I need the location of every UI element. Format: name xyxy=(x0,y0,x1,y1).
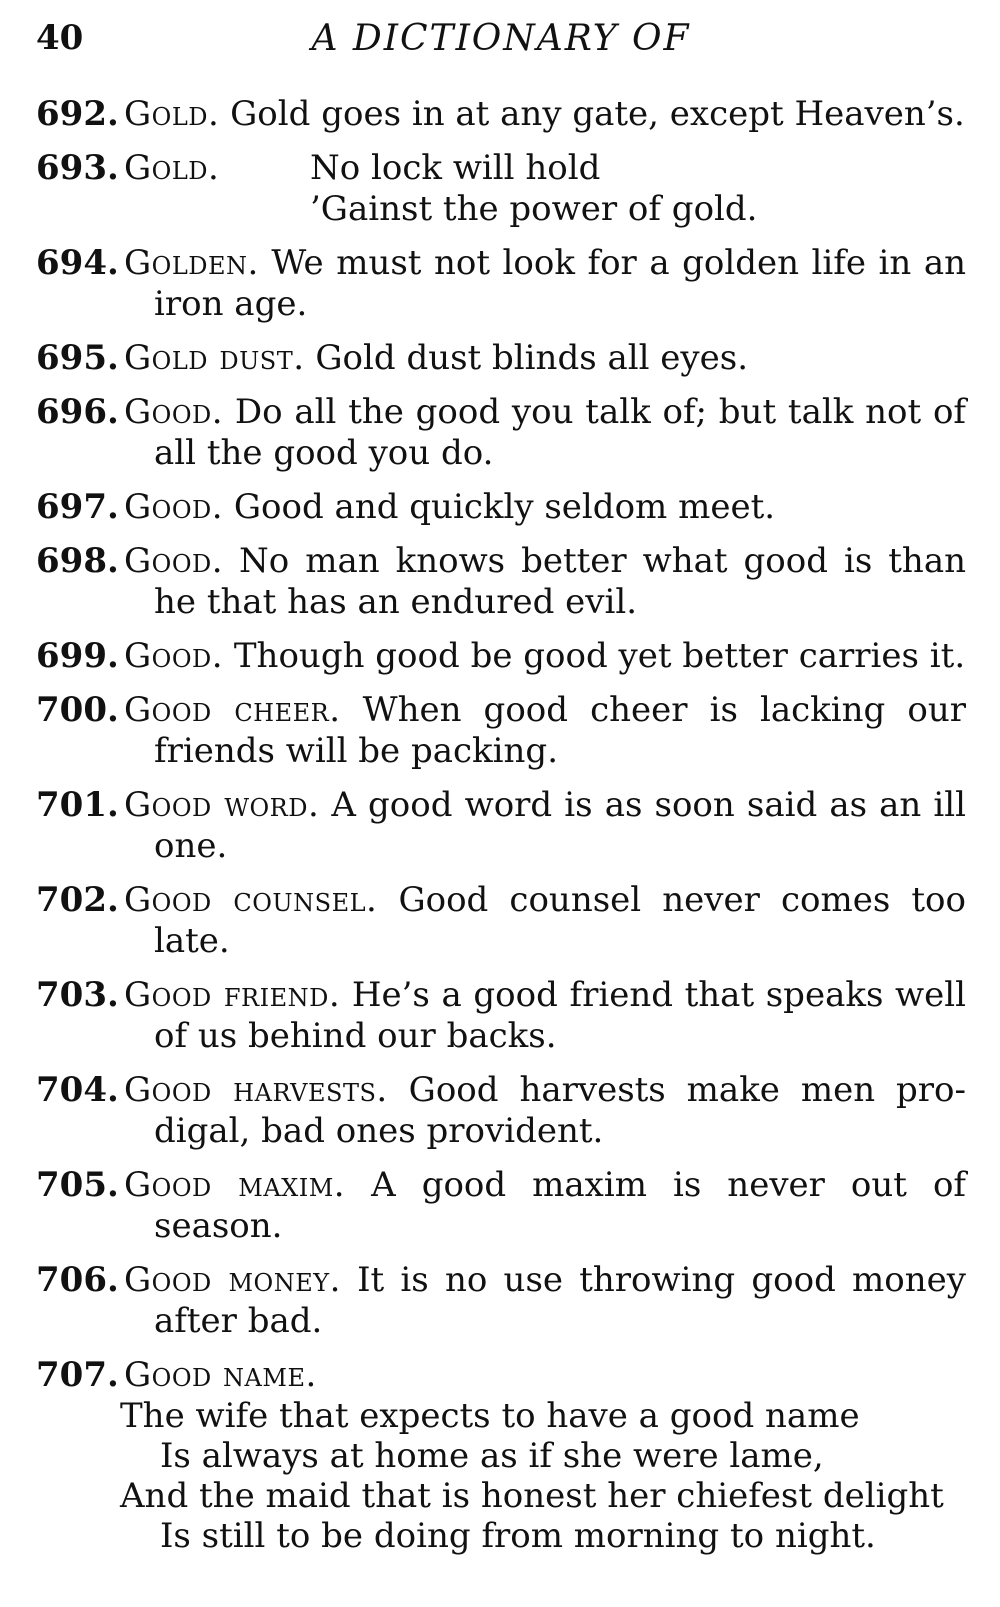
entry-number: 707. xyxy=(36,1355,119,1395)
entry-703 xyxy=(36,975,966,1057)
entry-text: A good word is as soon said as an ill one. xyxy=(154,785,966,866)
entry-headword: Good name. xyxy=(124,1355,317,1395)
entry-705 xyxy=(36,1165,966,1247)
entry-text: Do all the good you talk of; but talk not of all the good you do. xyxy=(154,392,966,473)
entry-699 xyxy=(36,636,966,677)
entry-headword: Good. xyxy=(124,487,224,527)
running-title: A DICTIONARY OF xyxy=(311,18,691,59)
entry-text: Though good be good yet better carries it. xyxy=(233,636,966,676)
entry-number: 693. xyxy=(36,148,119,188)
entry-692 xyxy=(36,94,966,135)
entry-text: Good harvests make men pro-digal, bad ones provident. xyxy=(154,1070,967,1151)
entry-number: 703. xyxy=(36,975,119,1015)
entry-text: Good and quickly seldom meet. xyxy=(233,487,776,527)
entry-text: No man knows better what good is than he that has an endured evil. xyxy=(154,541,966,622)
entry-number: 705. xyxy=(36,1165,119,1205)
entry-headword: Good. xyxy=(124,541,224,581)
entry-701 xyxy=(36,785,966,867)
poem-line: Is always at home as if she were lame, xyxy=(160,1436,824,1476)
poem-line: And the maid that is honest her chiefest delight xyxy=(120,1476,944,1516)
entry-number: 702. xyxy=(36,880,119,920)
page-number: 40 xyxy=(36,18,84,58)
entry-number: 694. xyxy=(36,243,119,283)
entry-number: 698. xyxy=(36,541,119,581)
entry-text: We must not look for a golden life in an iron age. xyxy=(154,243,966,324)
entry-number: 704. xyxy=(36,1070,119,1110)
entry-headword: Good word. xyxy=(124,785,320,825)
entry-693 xyxy=(36,148,966,230)
entry-headword: Gold. xyxy=(124,94,220,134)
entry-headword: Gold. xyxy=(124,148,220,188)
entry-headword: Good counsel. xyxy=(124,880,378,920)
entry-headword: Good. xyxy=(124,636,224,676)
entry-706 xyxy=(36,1260,966,1342)
poem-line: Is still to be doing from morning to night. xyxy=(160,1516,876,1556)
entry-headword: Good friend. xyxy=(124,975,341,1015)
entry-headword: Good money. xyxy=(124,1260,341,1300)
entry-text: Good counsel never comes too late. xyxy=(154,880,966,961)
entry-number: 706. xyxy=(36,1260,119,1300)
running-head xyxy=(36,18,966,68)
poem-line: The wife that expects to have a good name xyxy=(120,1396,860,1436)
entry-698 xyxy=(36,541,966,623)
entry-text: Gold goes in at any gate, except Heaven’s. xyxy=(230,94,965,134)
entry-number: 696. xyxy=(36,392,119,432)
entry-695 xyxy=(36,338,966,379)
entry-694 xyxy=(36,243,966,325)
entry-number: 701. xyxy=(36,785,119,825)
entry-headword: Golden. xyxy=(124,243,259,283)
entry-headword: Good cheer. xyxy=(124,690,341,730)
entry-number: 692. xyxy=(36,94,119,134)
entry-text: Gold dust blinds all eyes. xyxy=(315,338,748,378)
entry-number: 695. xyxy=(36,338,119,378)
entry-704 xyxy=(36,1070,966,1152)
entry-number: 700. xyxy=(36,690,119,730)
entry-697 xyxy=(36,487,966,528)
entry-707 xyxy=(36,1355,966,1556)
entry-text: It is no use throwing good money after bad. xyxy=(154,1260,966,1341)
entry-headword: Good. xyxy=(124,392,224,432)
entry-700 xyxy=(36,690,966,772)
entry-number: 699. xyxy=(36,636,119,676)
entry-headword: Good maxim. xyxy=(124,1165,346,1205)
entry-headword: Gold dust. xyxy=(124,338,305,378)
entry-text: When good cheer is lacking our friends will be packing. xyxy=(154,690,967,771)
entry-list xyxy=(36,94,966,1556)
entry-headword: Good harvests. xyxy=(124,1070,388,1110)
verse-line: No lock will hold xyxy=(310,148,601,188)
entry-702 xyxy=(36,880,966,962)
entry-text: He’s a good friend that speaks well of us behind our backs. xyxy=(154,975,966,1056)
verse-line: ’Gainst the power of gold. xyxy=(310,189,758,229)
entry-text: A good maxim is never out of season. xyxy=(154,1165,966,1246)
poem xyxy=(120,1396,966,1556)
entry-number: 697. xyxy=(36,487,119,527)
entry-696 xyxy=(36,392,966,474)
